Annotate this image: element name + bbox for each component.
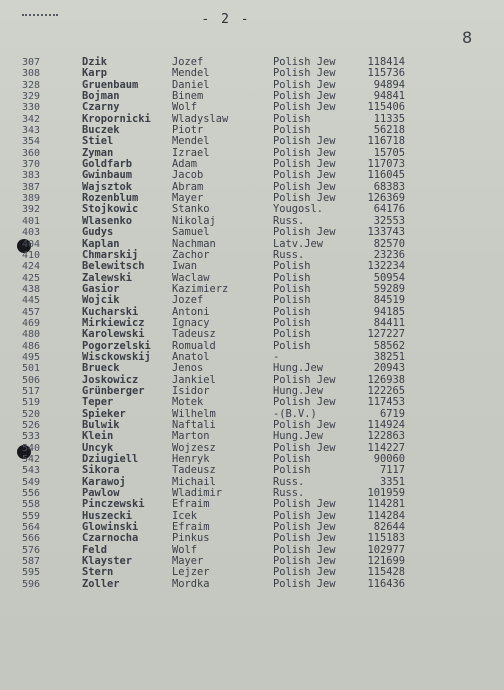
entry-number: 480 [22, 329, 41, 341]
table-row [0, 556, 504, 567]
surname: Gasior [82, 282, 120, 295]
given-name: Nachman [172, 237, 216, 250]
given-name: Zachor [172, 248, 210, 261]
nationality: Polish Jew [273, 56, 336, 68]
table-row [0, 488, 504, 499]
given-name: Wladimir [172, 487, 223, 500]
nationality: Polish Jew [273, 532, 336, 545]
prisoner-number: 94841 [373, 90, 405, 103]
entry-number: 542 [22, 454, 41, 466]
given-name: Marton [172, 430, 210, 443]
surname: Brueck [82, 362, 120, 375]
given-name: Samuel [172, 226, 210, 239]
nationality: Polish Jew [273, 146, 336, 159]
prisoner-number: 11335 [373, 112, 405, 125]
entry-number: 520 [22, 408, 41, 420]
entry-number: 596 [22, 578, 41, 590]
surname: Gruenbaum [82, 78, 139, 91]
nationality: Polish [273, 328, 311, 341]
entry-number: 549 [22, 476, 41, 488]
table-row [0, 352, 504, 363]
prisoner-number: 32553 [373, 214, 405, 227]
given-name: Izrael [172, 146, 210, 159]
prisoner-number: 94185 [373, 305, 405, 318]
prisoner-number: 114284 [367, 509, 405, 522]
table-row [0, 114, 504, 125]
prisoner-number: 114924 [367, 419, 405, 431]
surname: Klein [82, 430, 114, 443]
surname: Bojman [82, 90, 120, 103]
table-row [0, 431, 504, 442]
table-row [0, 420, 504, 431]
surname: Joskowicz [82, 373, 139, 386]
given-name: Iwan [172, 260, 198, 273]
prisoner-number: 64176 [373, 203, 405, 216]
nationality: Polish Jew [273, 78, 336, 91]
prisoner-number: 115736 [367, 67, 405, 80]
nationality: Polish Jew [273, 441, 336, 454]
entry-number: 387 [22, 181, 41, 193]
prisoner-number: 38251 [373, 350, 405, 363]
table-row [0, 239, 504, 250]
prisoner-number: 6719 [379, 407, 405, 420]
given-name: Efraim [172, 521, 210, 534]
given-name: Adam [172, 158, 198, 171]
nationality: Polish [273, 124, 311, 137]
given-name: Wilhelm [172, 407, 216, 420]
prisoner-number: 122265 [367, 384, 405, 397]
entry-number: 330 [22, 102, 41, 114]
surname: Wlasenko [82, 214, 133, 227]
table-row [0, 386, 504, 397]
table-row [0, 148, 504, 159]
given-name: Abram [172, 180, 204, 193]
entry-number: 370 [22, 159, 41, 171]
entry-number: 342 [22, 113, 41, 125]
given-name: Daniel [172, 78, 210, 91]
prisoner-number: 84411 [373, 316, 405, 329]
table-row [0, 545, 504, 556]
table-row [0, 57, 504, 68]
nationality: Polish [273, 339, 311, 352]
surname: Bulwik [82, 419, 120, 431]
nationality: Polish Jew [273, 101, 336, 114]
nationality: Polish Jew [273, 192, 336, 205]
prisoner-number: 7117 [379, 464, 405, 477]
prisoner-number: 115406 [367, 101, 405, 114]
given-name: Romuald [172, 339, 216, 352]
surname: Stojkowic [82, 203, 139, 216]
nationality: Polish Jew [273, 577, 336, 590]
given-name: Ignacy [172, 316, 210, 329]
surname: Klayster [82, 555, 133, 568]
given-name: Wladyslaw [172, 112, 229, 125]
surname: Wajsztok [82, 180, 133, 193]
nationality: Russ. [273, 487, 305, 500]
surname: Grünberger [82, 384, 145, 397]
nationality: Polish Jew [273, 543, 336, 556]
prisoner-number: 59289 [373, 282, 405, 295]
nationality: Polish [273, 260, 311, 273]
entry-number: 425 [22, 272, 41, 284]
prisoner-number: 84519 [373, 294, 405, 307]
nationality: -(B.V.) [273, 407, 317, 420]
entry-number: 328 [22, 79, 41, 91]
prisoner-number: 116718 [367, 135, 405, 148]
surname: Feld [82, 543, 108, 556]
nationality: Polish Jew [273, 169, 336, 182]
prisoner-number: 121699 [367, 555, 405, 568]
table-row [0, 284, 504, 295]
nationality: Polish Jew [273, 419, 336, 431]
surname: Zalewski [82, 271, 133, 284]
given-name: Isidor [172, 384, 210, 397]
nationality: Polish Jew [273, 521, 336, 534]
prisoner-number: 90060 [373, 453, 405, 466]
surname: Pawlow [82, 487, 120, 500]
prisoner-number: 116436 [367, 577, 405, 590]
entry-number: 410 [22, 249, 41, 261]
entry-number: 501 [22, 363, 41, 375]
table-row [0, 579, 504, 590]
entry-number: 469 [22, 317, 41, 329]
table-row [0, 499, 504, 510]
table-row [0, 261, 504, 272]
prisoner-number: 68383 [373, 180, 405, 193]
table-row [0, 567, 504, 578]
surname: Gwinbaum [82, 169, 133, 182]
surname: Rozenblum [82, 192, 139, 205]
surname: Kaplan [82, 237, 120, 250]
nationality: Polish [273, 294, 311, 307]
prisoner-number: 82570 [373, 237, 405, 250]
given-name: Wojzesz [172, 441, 216, 454]
given-name: Henryk [172, 453, 210, 466]
prisoner-number: 114281 [367, 498, 405, 511]
nationality: Polish Jew [273, 498, 336, 511]
entry-number: 307 [22, 57, 41, 68]
entry-number: 595 [22, 567, 41, 579]
entry-number: 308 [22, 68, 41, 80]
entry-number: 519 [22, 397, 41, 409]
prisoner-number: 133743 [367, 226, 405, 239]
prisoner-number: 115183 [367, 532, 405, 545]
nationality: Polish Jew [273, 67, 336, 80]
table-row [0, 477, 504, 488]
nationality: Polish [273, 282, 311, 295]
surname: Mirkiewicz [82, 316, 145, 329]
entry-number: 401 [22, 215, 41, 227]
table-row [0, 91, 504, 102]
entry-number: 438 [22, 283, 41, 295]
given-name: Mordka [172, 577, 210, 590]
given-name: Mayer [172, 555, 204, 568]
surname: Kucharski [82, 305, 139, 318]
table-row [0, 125, 504, 136]
entry-number: 576 [22, 544, 41, 556]
nationality: Russ. [273, 214, 305, 227]
prisoner-number: 15705 [373, 146, 405, 159]
nationality: Polish [273, 271, 311, 284]
given-name: Tadeusz [172, 328, 216, 341]
table-row [0, 204, 504, 215]
given-name: Mayer [172, 192, 204, 205]
prisoner-list-table [0, 57, 504, 590]
prisoner-number: 3351 [379, 475, 405, 488]
table-row [0, 363, 504, 374]
surname: Goldfarb [82, 158, 133, 171]
given-name: Michail [172, 475, 216, 488]
prisoner-number: 117453 [367, 396, 405, 409]
given-name: Jenos [172, 362, 204, 375]
table-row [0, 397, 504, 408]
table-row [0, 533, 504, 544]
entry-number: 486 [22, 340, 41, 352]
nationality: Yougosl. [273, 203, 324, 216]
nationality: Hung.Jew [273, 430, 324, 443]
table-row [0, 295, 504, 306]
table-row [0, 193, 504, 204]
surname: Karolewski [82, 328, 145, 341]
entry-number: 506 [22, 374, 41, 386]
nationality: Polish Jew [273, 566, 336, 579]
prisoner-number: 115428 [367, 566, 405, 579]
prisoner-number: 82644 [373, 521, 405, 534]
given-name: Jacob [172, 169, 204, 182]
table-row [0, 216, 504, 227]
given-name: Stanko [172, 203, 210, 216]
table-row [0, 341, 504, 352]
given-name: Mendel [172, 135, 210, 148]
prisoner-number: 114227 [367, 441, 405, 454]
entry-number: 559 [22, 510, 41, 522]
entry-number: 556 [22, 488, 41, 500]
nationality: Polish Jew [273, 509, 336, 522]
surname: Buczek [82, 124, 120, 137]
nationality: Polish Jew [273, 180, 336, 193]
given-name: Kazimierz [172, 282, 229, 295]
nationality: Polish Jew [273, 555, 336, 568]
prisoner-number: 56218 [373, 124, 405, 137]
nationality: Polish [273, 453, 311, 466]
entry-number: 389 [22, 193, 41, 205]
given-name: Anatol [172, 350, 210, 363]
nationality: Polish Jew [273, 373, 336, 386]
table-row [0, 273, 504, 284]
nationality: Polish Jew [273, 90, 336, 103]
surname: Czarny [82, 101, 120, 114]
surname: Huszecki [82, 509, 133, 522]
table-row [0, 227, 504, 238]
surname: Wojcik [82, 294, 120, 307]
surname: Chmarskij [82, 248, 139, 261]
given-name: Pinkus [172, 532, 210, 545]
nationality: Polish Jew [273, 135, 336, 148]
nationality: Polish Jew [273, 158, 336, 171]
given-name: Lejzer [172, 566, 210, 579]
entry-number: 587 [22, 556, 41, 568]
entry-number: 424 [22, 261, 41, 273]
table-row [0, 170, 504, 181]
entry-number: 445 [22, 295, 41, 307]
entry-number: 558 [22, 499, 41, 511]
surname: Glowinski [82, 521, 139, 534]
prisoner-number: 23236 [373, 248, 405, 261]
prisoner-number: 102977 [367, 543, 405, 556]
prisoner-number: 126938 [367, 373, 405, 386]
prisoner-number: 127227 [367, 328, 405, 341]
prisoner-number: 122863 [367, 430, 405, 443]
given-name: Efraim [172, 498, 210, 511]
nationality: Russ. [273, 475, 305, 488]
table-row [0, 375, 504, 386]
surname: Pogorzelski [82, 339, 151, 352]
given-name: Mendel [172, 67, 210, 80]
given-name: Wolf [172, 101, 198, 114]
table-row [0, 159, 504, 170]
entry-number: 354 [22, 136, 41, 148]
table-row [0, 511, 504, 522]
given-name: Antoni [172, 305, 210, 318]
given-name: Jankiel [172, 373, 216, 386]
nationality: - [273, 350, 280, 363]
entry-number: 543 [22, 465, 41, 477]
surname: Karawoj [82, 475, 126, 488]
nationality: Hung.Jew [273, 362, 324, 375]
surname: Pinczewski [82, 498, 145, 511]
surname: Dzik [82, 56, 108, 68]
table-row [0, 409, 504, 420]
surname: Belewitsch [82, 260, 145, 273]
given-name: Nikolaj [172, 214, 216, 227]
given-name: Naftali [172, 419, 216, 431]
entry-number: 526 [22, 420, 41, 431]
entry-number: 404 [22, 238, 41, 250]
given-name: Piotr [172, 124, 204, 137]
prisoner-number: 118414 [367, 56, 405, 68]
nationality: Polish Jew [273, 396, 336, 409]
table-row [0, 307, 504, 318]
table-row [0, 522, 504, 533]
nationality: Polish Jew [273, 226, 336, 239]
table-row [0, 465, 504, 476]
surname: Stern [82, 566, 114, 579]
surname: Karp [82, 67, 108, 80]
given-name: Jozef [172, 294, 204, 307]
surname: Sikora [82, 464, 120, 477]
nationality: Polish [273, 305, 311, 318]
prisoner-number: 126369 [367, 192, 405, 205]
page-number: - 2 - [201, 12, 251, 27]
entry-number: 533 [22, 431, 41, 443]
prisoner-number: 50954 [373, 271, 405, 284]
given-name: Wolf [172, 543, 198, 556]
table-row [0, 454, 504, 465]
table-row [0, 68, 504, 79]
surname: Zoller [82, 577, 120, 590]
table-row [0, 80, 504, 91]
entry-number: 566 [22, 533, 41, 545]
entry-number: 329 [22, 91, 41, 103]
table-row [0, 102, 504, 113]
nationality: Polish [273, 316, 311, 329]
entry-number: 457 [22, 306, 41, 318]
surname: Czarnocha [82, 532, 139, 545]
prisoner-number: 94894 [373, 78, 405, 91]
prisoner-number: 132234 [367, 260, 405, 273]
given-name: Waclaw [172, 271, 210, 284]
entry-number: 540 [22, 442, 41, 454]
entry-number: 392 [22, 204, 41, 216]
entry-number: 495 [22, 351, 41, 363]
handwritten-page-annotation: 8 [462, 28, 473, 47]
surname: Dziugiell [82, 453, 139, 466]
surname: Wisckowskij [82, 350, 151, 363]
given-name: Motek [172, 396, 204, 409]
nationality: Russ. [273, 248, 305, 261]
nationality: Latv.Jew [273, 237, 324, 250]
prisoner-number: 58562 [373, 339, 405, 352]
table-row [0, 329, 504, 340]
surname: Stiel [82, 135, 114, 148]
entry-number: 517 [22, 385, 41, 397]
surname: Uncyk [82, 441, 114, 454]
surname: Gudys [82, 226, 114, 239]
surname: Kropornicki [82, 112, 151, 125]
corner-mark [22, 14, 58, 19]
surname: Zyman [82, 146, 114, 159]
entry-number: 403 [22, 227, 41, 239]
nationality: Hung.Jew [273, 384, 324, 397]
table-row [0, 318, 504, 329]
prisoner-number: 117073 [367, 158, 405, 171]
given-name: Binem [172, 90, 204, 103]
given-name: Jozef [172, 56, 204, 68]
entry-number: 383 [22, 170, 41, 182]
surname: Spieker [82, 407, 126, 420]
prisoner-number: 101959 [367, 487, 405, 500]
prisoner-number: 20943 [373, 362, 405, 375]
table-row [0, 443, 504, 454]
given-name: Icek [172, 509, 198, 522]
prisoner-number: 116045 [367, 169, 405, 182]
table-row [0, 250, 504, 261]
nationality: Polish [273, 112, 311, 125]
entry-number: 343 [22, 125, 41, 137]
nationality: Polish [273, 464, 311, 477]
table-row [0, 136, 504, 147]
table-row [0, 182, 504, 193]
entry-number: 564 [22, 522, 41, 534]
entry-number: 360 [22, 147, 41, 159]
given-name: Tadeusz [172, 464, 216, 477]
surname: Teper [82, 396, 114, 409]
